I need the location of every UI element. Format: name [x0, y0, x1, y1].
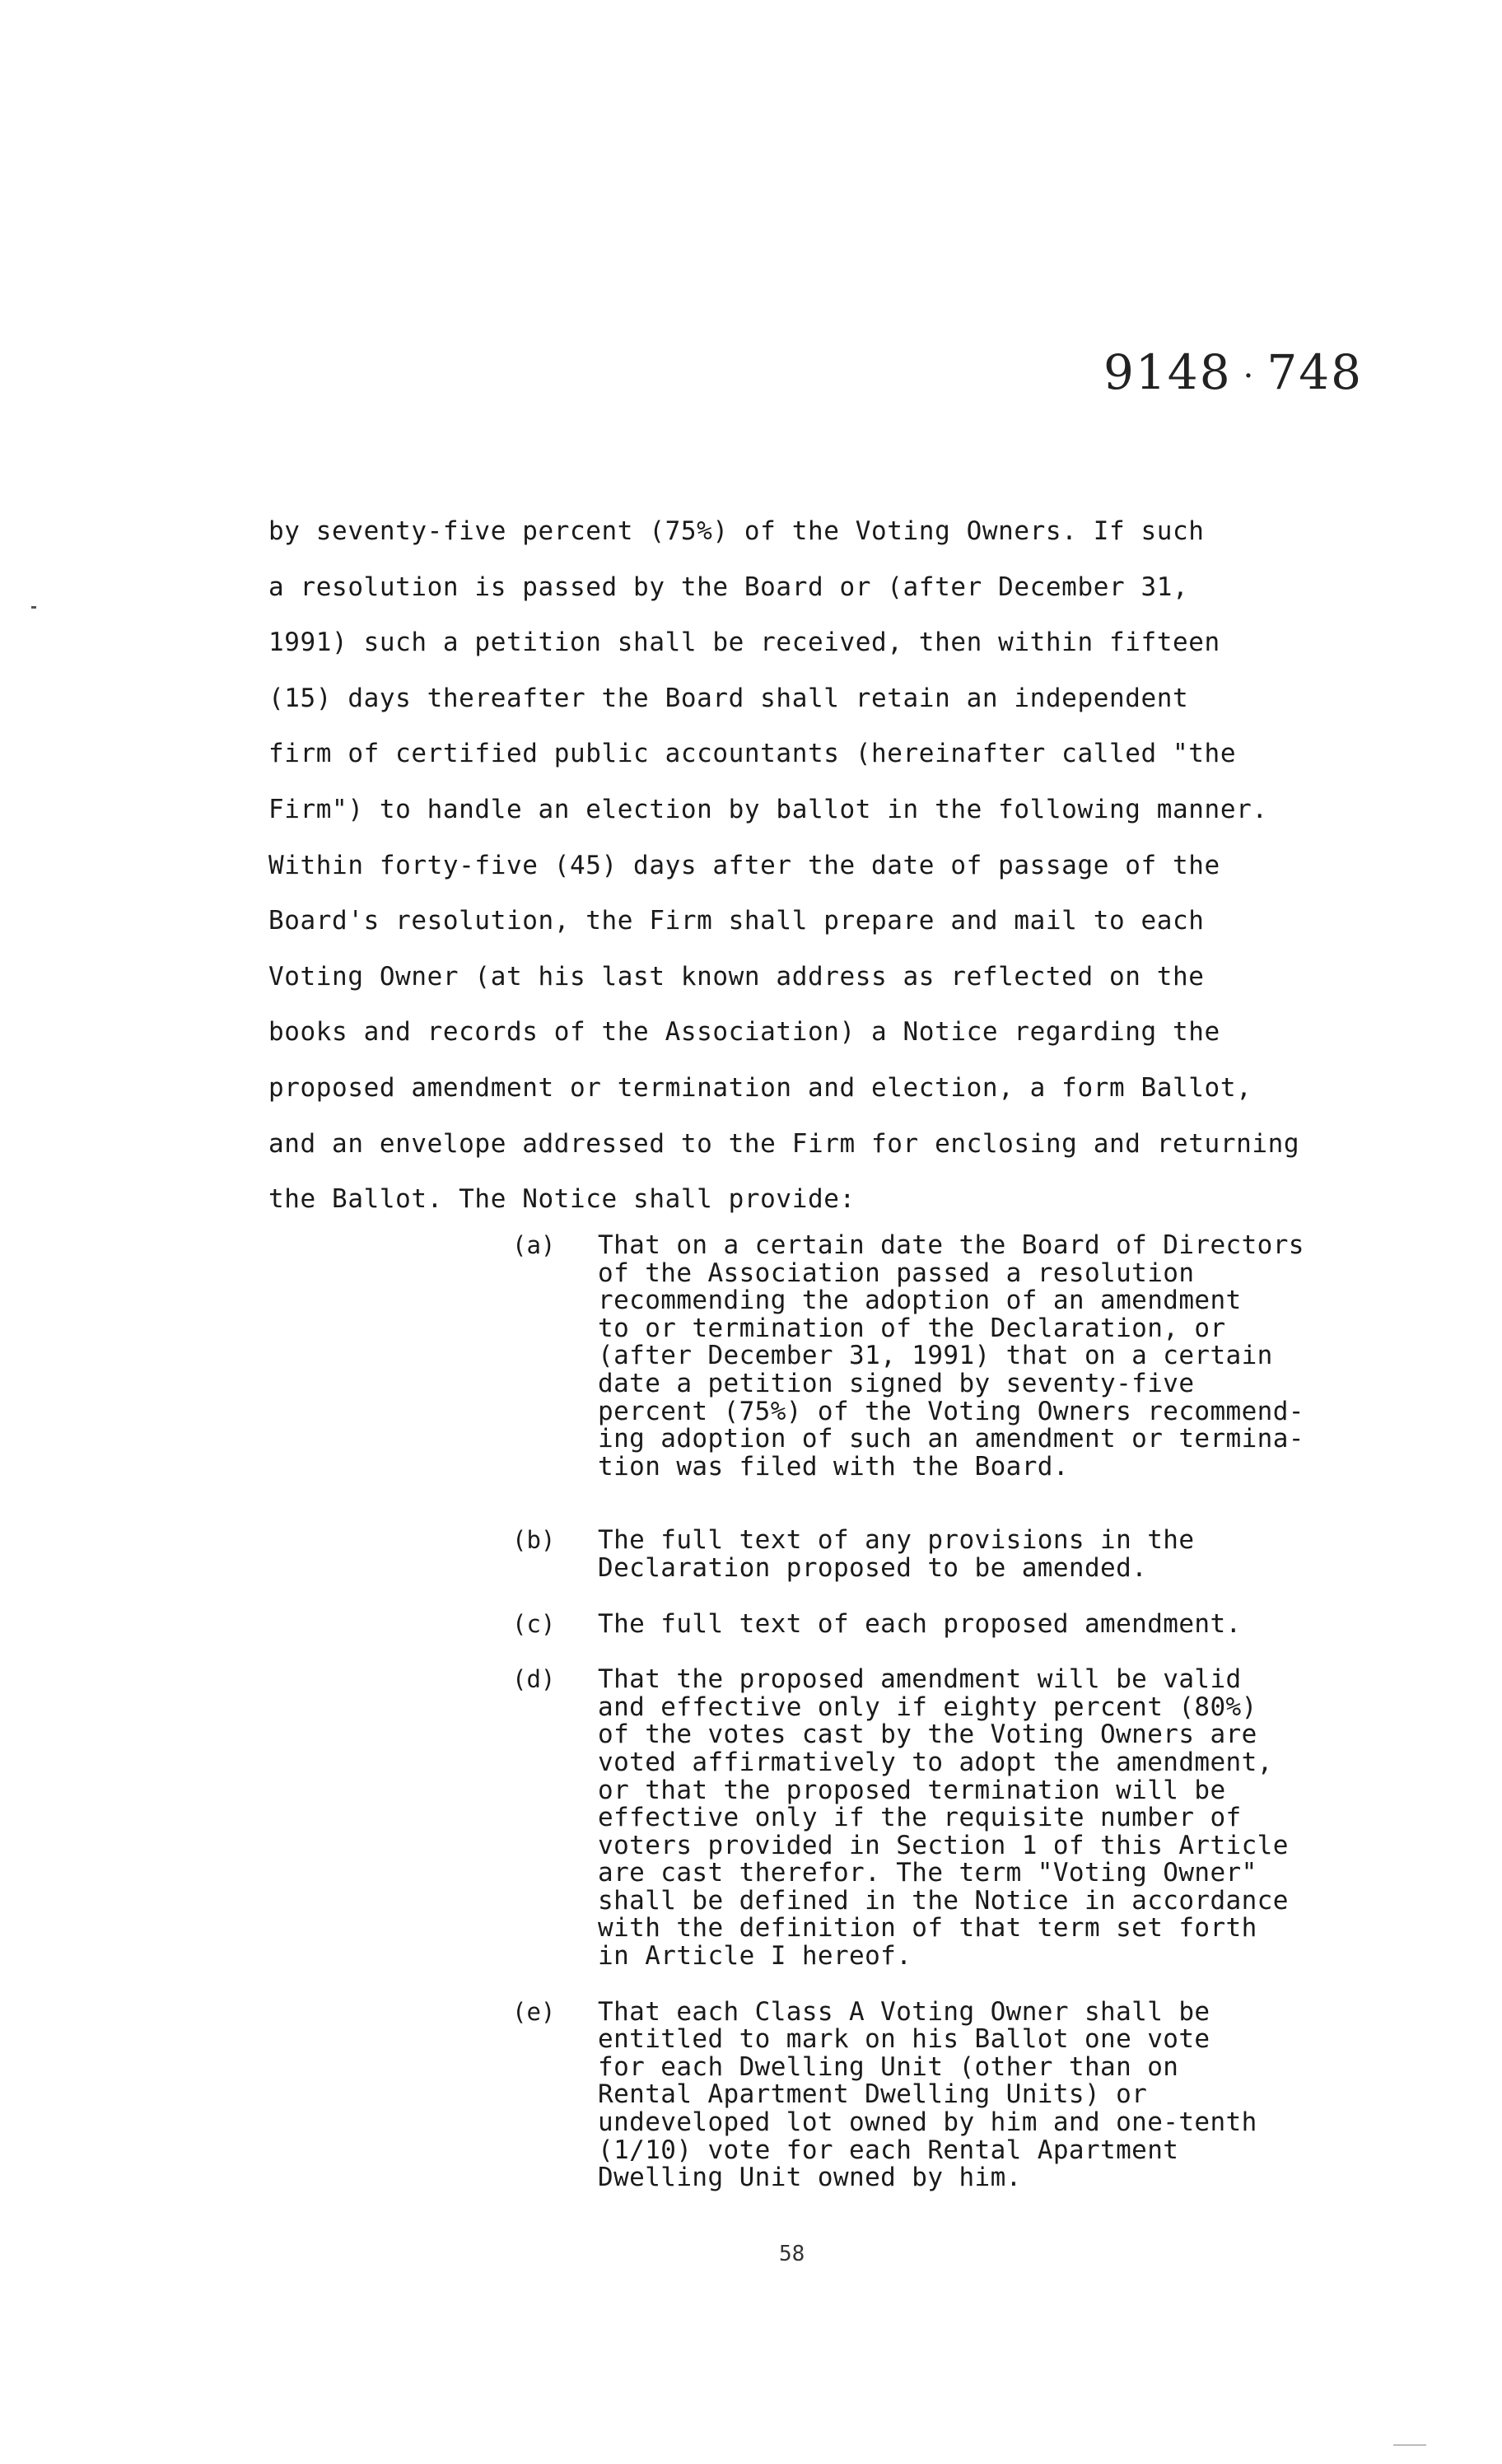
- book-page-reference: [1103, 344, 1363, 400]
- item-marker: (b): [512, 1526, 556, 1555]
- provision-item-e: [512, 1996, 1420, 2193]
- body-line: Board's resolution, the Firm shall prepare and mail to each: [268, 906, 1205, 936]
- item-line: effective only if the requisite number of: [598, 1803, 1242, 1833]
- item-line: for each Dwelling Unit (other than on: [598, 2051, 1179, 2082]
- body-paragraph: [268, 504, 1421, 1228]
- body-line: (15) days thereafter the Board shall retain an independent: [268, 683, 1189, 713]
- item-marker: (c): [512, 1609, 556, 1638]
- item-line: Declaration proposed to be amended.: [598, 1552, 1148, 1583]
- item-line: Rental Apartment Dwelling Units) or: [598, 2079, 1148, 2110]
- body-line: and an envelope addressed to the Firm for enclosing and returning: [268, 1128, 1300, 1159]
- provision-item-d: [514, 1666, 1420, 1971]
- item-line: recommending the adoption of an amendment: [598, 1286, 1242, 1316]
- item-line: with the definition of that term set forth: [598, 1913, 1257, 1944]
- item-line: voted affirmatively to adopt the amendment,: [598, 1747, 1273, 1777]
- scan-speck: [1393, 2444, 1426, 2446]
- body-line: Voting Owner (at his last known address as reflected on the: [268, 961, 1205, 992]
- body-line: by seventy-five percent (75%) of the Voting Owners. If such: [268, 516, 1205, 546]
- body-line: the Ballot. The Notice shall provide:: [268, 1184, 856, 1215]
- item-text: [598, 1666, 1420, 1971]
- item-line: to or termination of the Declaration, or: [598, 1313, 1226, 1343]
- item-line: That the proposed amendment will be valid: [598, 1664, 1242, 1695]
- body-line: firm of certified public accountants (hereinafter called "the: [268, 739, 1237, 769]
- body-line: proposed amendment or termination and election, a form Ballot,: [268, 1072, 1252, 1103]
- item-line: ing adoption of such an amendment or termina-: [598, 1424, 1304, 1454]
- item-line: in Article I hereof.: [598, 1941, 912, 1972]
- item-line: undeveloped lot owned by him and one-tenth: [598, 2107, 1257, 2138]
- body-line: 1991) such a petition shall be received, then within fifteen: [268, 628, 1220, 658]
- provision-item-b: [514, 1527, 1420, 1582]
- item-line: The full text of each proposed amendment.: [598, 1608, 1242, 1639]
- item-line: and effective only if eighty percent (80%): [598, 1692, 1257, 1722]
- item-text: [598, 1996, 1420, 2193]
- item-line: or that the proposed termination will be: [598, 1775, 1226, 1805]
- item-line: percent (75%) of the Voting Owners recommend-: [598, 1396, 1304, 1426]
- page-reference-number: 748: [1266, 344, 1364, 400]
- body-line: Firm") to handle an election by ballot in the following manner.: [268, 794, 1268, 824]
- item-line: entitled to mark on his Ballot one vote: [598, 2024, 1210, 2055]
- item-line: That each Class A Voting Owner shall be: [598, 1996, 1210, 2027]
- item-line: date a petition signed by seventy-five: [598, 1368, 1195, 1398]
- item-line: (1/10) vote for each Rental Apartment: [598, 2135, 1179, 2165]
- item-text: [598, 1527, 1420, 1582]
- provision-item-c: [512, 1608, 1420, 1639]
- item-text: [598, 1608, 1420, 1639]
- item-line: of the votes cast by the Voting Owners are: [598, 1720, 1257, 1750]
- body-line: books and records of the Association) a Notice regarding the: [268, 1017, 1220, 1048]
- page-number: 58: [779, 2242, 805, 2266]
- item-line: shall be defined in the Notice in accordance: [598, 1885, 1289, 1916]
- body-line: Within forty-five (45) days after the date of passage of the: [268, 850, 1220, 880]
- item-line: (after December 31, 1991) that on a certain: [598, 1341, 1273, 1371]
- notice-provisions-list: [514, 1232, 1420, 2192]
- scan-speck: [31, 606, 36, 609]
- item-text: [598, 1232, 1420, 1481]
- item-line: of the Association passed a resolution: [598, 1258, 1195, 1288]
- item-line: That on a certain date the Board of Directors: [598, 1230, 1304, 1260]
- provision-item-a: [514, 1232, 1420, 1481]
- item-marker: (e): [512, 1997, 556, 2026]
- item-marker: (a): [512, 1231, 556, 1259]
- item-line: Dwelling Unit owned by him.: [598, 2163, 1022, 2193]
- item-line: voters provided in Section 1 of this Article: [598, 1830, 1289, 1860]
- body-line: a resolution is passed by the Board or (after December 31,: [268, 572, 1189, 602]
- item-marker: (d): [512, 1665, 556, 1694]
- item-line: are cast therefor. The term "Voting Owner": [598, 1858, 1257, 1888]
- reference-separator: ·: [1243, 357, 1256, 395]
- item-line: The full text of any provisions in the: [598, 1525, 1195, 1556]
- item-line: tion was filed with the Board.: [598, 1451, 1069, 1482]
- book-number: 9148: [1103, 344, 1232, 400]
